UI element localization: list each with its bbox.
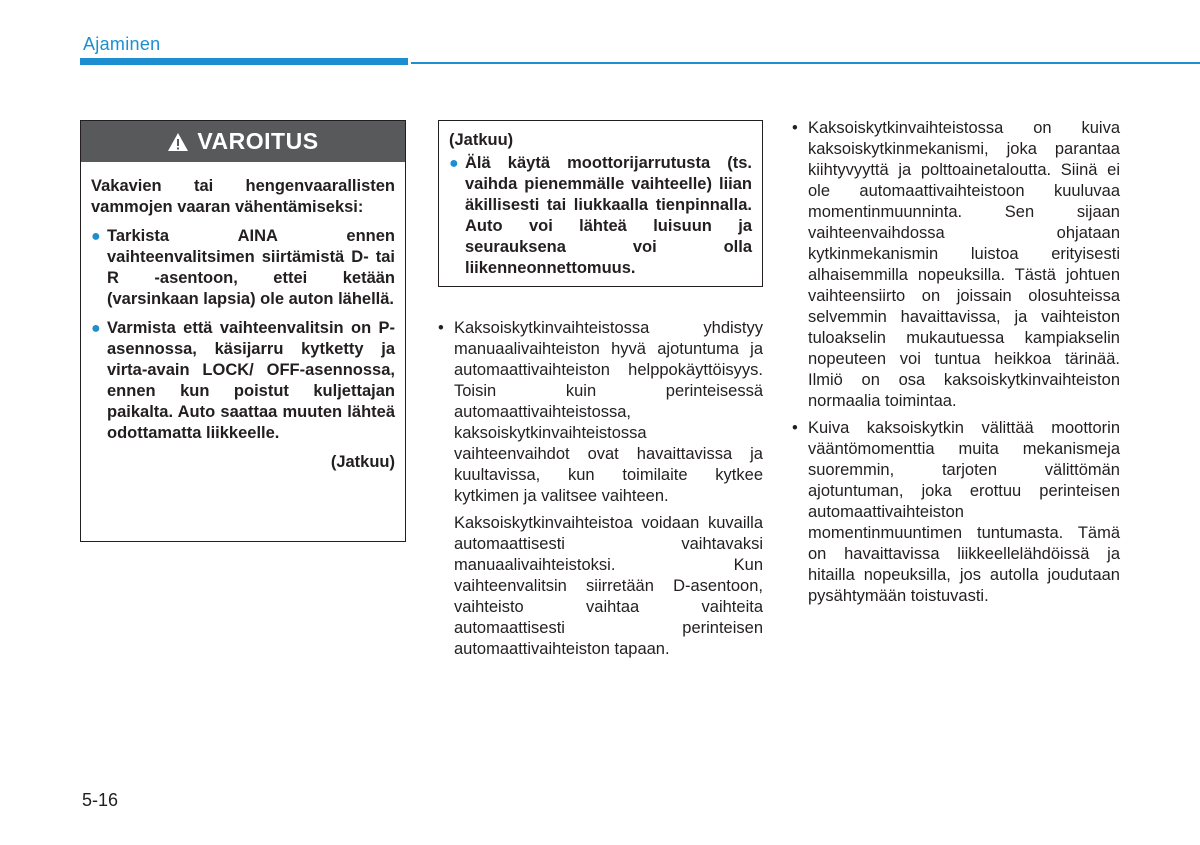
bullet-icon: • bbox=[438, 319, 444, 337]
warning-bullet bbox=[91, 318, 395, 444]
right-column bbox=[792, 118, 1120, 613]
header-rule bbox=[411, 62, 1200, 64]
list-item bbox=[792, 418, 1120, 607]
list-item-text: Kaksoiskytkinvaihteistossa yhdistyy manuaalivaihteiston hyvä ajotuntuma ja automaattivaihteiston helppokäyttöisyys. Toisin kuin perinteisessä automaattivaihteistossa, kaksoiskytkinvaihteistossa vaihteenvaihdot ovat havaittavissa ja kuultavissa, kun toimilaite kytkee kytkimen ja valitsee vaihteen. bbox=[454, 319, 763, 505]
continued-title: (Jatkuu) bbox=[449, 131, 514, 149]
continued-bullet bbox=[449, 153, 752, 279]
warning-triangle-icon bbox=[167, 132, 189, 152]
continued-warning-box bbox=[438, 120, 763, 287]
warning-header bbox=[81, 121, 405, 162]
bullet-icon: ● bbox=[91, 320, 101, 337]
bullet-icon: • bbox=[792, 419, 798, 437]
list-item bbox=[792, 118, 1120, 412]
middle-column bbox=[438, 318, 763, 677]
continued-bullet-text: Älä käytä moottorijarrutusta (ts. vaihda pienemmälle vaihteelle) liian äkillisesti tai liukkaalla tienpinnalla. Auto voi lähteä luisuun ja seurauksena voi olla liikenneonnettomuus. bbox=[465, 154, 752, 277]
list-item-text: Kaksoiskytkinvaihteistossa on kuiva kaksoiskytkinmekanismi, joka parantaa kiihtyvyyttä ja polttoainetaloutta. Siinä ei ole automaattivaihteistoon kuuluvaa momentinmuunninta. Sen sijaan vaihteenvaihdossa ohjataan kytkinmekanismin luistoa erityisesti alhaisemmilla nopeuksilla. Tästä johtuen vaihteensiirto on joissain olosuhteissa selvemmin havaittavissa, ja vaihteiston tuloakselin mukautuessa kampiakselin nopeuteen voi tuntua heikkoa tärinää. Ilmiö on osa kaksoiskytkinvaihteiston normaalia toimintaa. bbox=[808, 119, 1120, 410]
warning-bullet-text: Varmista että vaihteenvalitsin on P-asennossa, käsijarru kytketty ja virta-avain LOCK/ OFF-asennossa, ennen kun poistut kuljettajan paikalta. Auto saattaa muuten lähteä odottamatta liikkeelle. bbox=[107, 319, 395, 442]
warning-bullet-text: Tarkista AINA ennen vaihteenvalitsimen siirtämistä D- tai R -asentoon, ettei ketään (varsinkaan lapsia) ole auton lähellä. bbox=[107, 227, 395, 308]
warning-box bbox=[80, 120, 406, 542]
body-paragraph: Kaksoiskytkinvaihteistoa voidaan kuvailla automaattisesti vaihtavaksi manuaalivaihteistoksi. Kun vaihteenvalitsin siirretään D-asentoon, vaihteisto vaihtaa vaihteita automaattisesti perinteisen automaattivaihteiston tapaan. bbox=[454, 514, 763, 658]
page-number: 5-16 bbox=[82, 790, 119, 810]
list-item bbox=[438, 318, 763, 507]
warning-title: VAROITUS bbox=[197, 128, 319, 154]
continued-label: (Jatkuu) bbox=[330, 453, 395, 471]
warning-intro: Vakavien tai hengenvaarallisten vammojen vaaran vähentämiseksi: bbox=[91, 177, 395, 216]
bullet-icon: ● bbox=[91, 228, 101, 245]
warning-bullet bbox=[91, 226, 395, 310]
bullet-icon: ● bbox=[449, 155, 459, 172]
header-accent-bar bbox=[80, 58, 408, 65]
list-item-text: Kuiva kaksoiskytkin välittää moottorin vääntömomenttia muita mekanismeja suoremmin, tarjoten välittömän ajotuntuman, joka erottuu perinteisen automaattivaihteiston momentinmuuntimen tuntumasta. Tämä on havaittavissa liikkeellelähdöissä ja hitailla nopeuksilla, jos autolla joudutaan pysähtymään toistuvasti. bbox=[808, 419, 1120, 605]
bullet-icon: • bbox=[792, 119, 798, 137]
section-title: Ajaminen bbox=[83, 34, 161, 54]
